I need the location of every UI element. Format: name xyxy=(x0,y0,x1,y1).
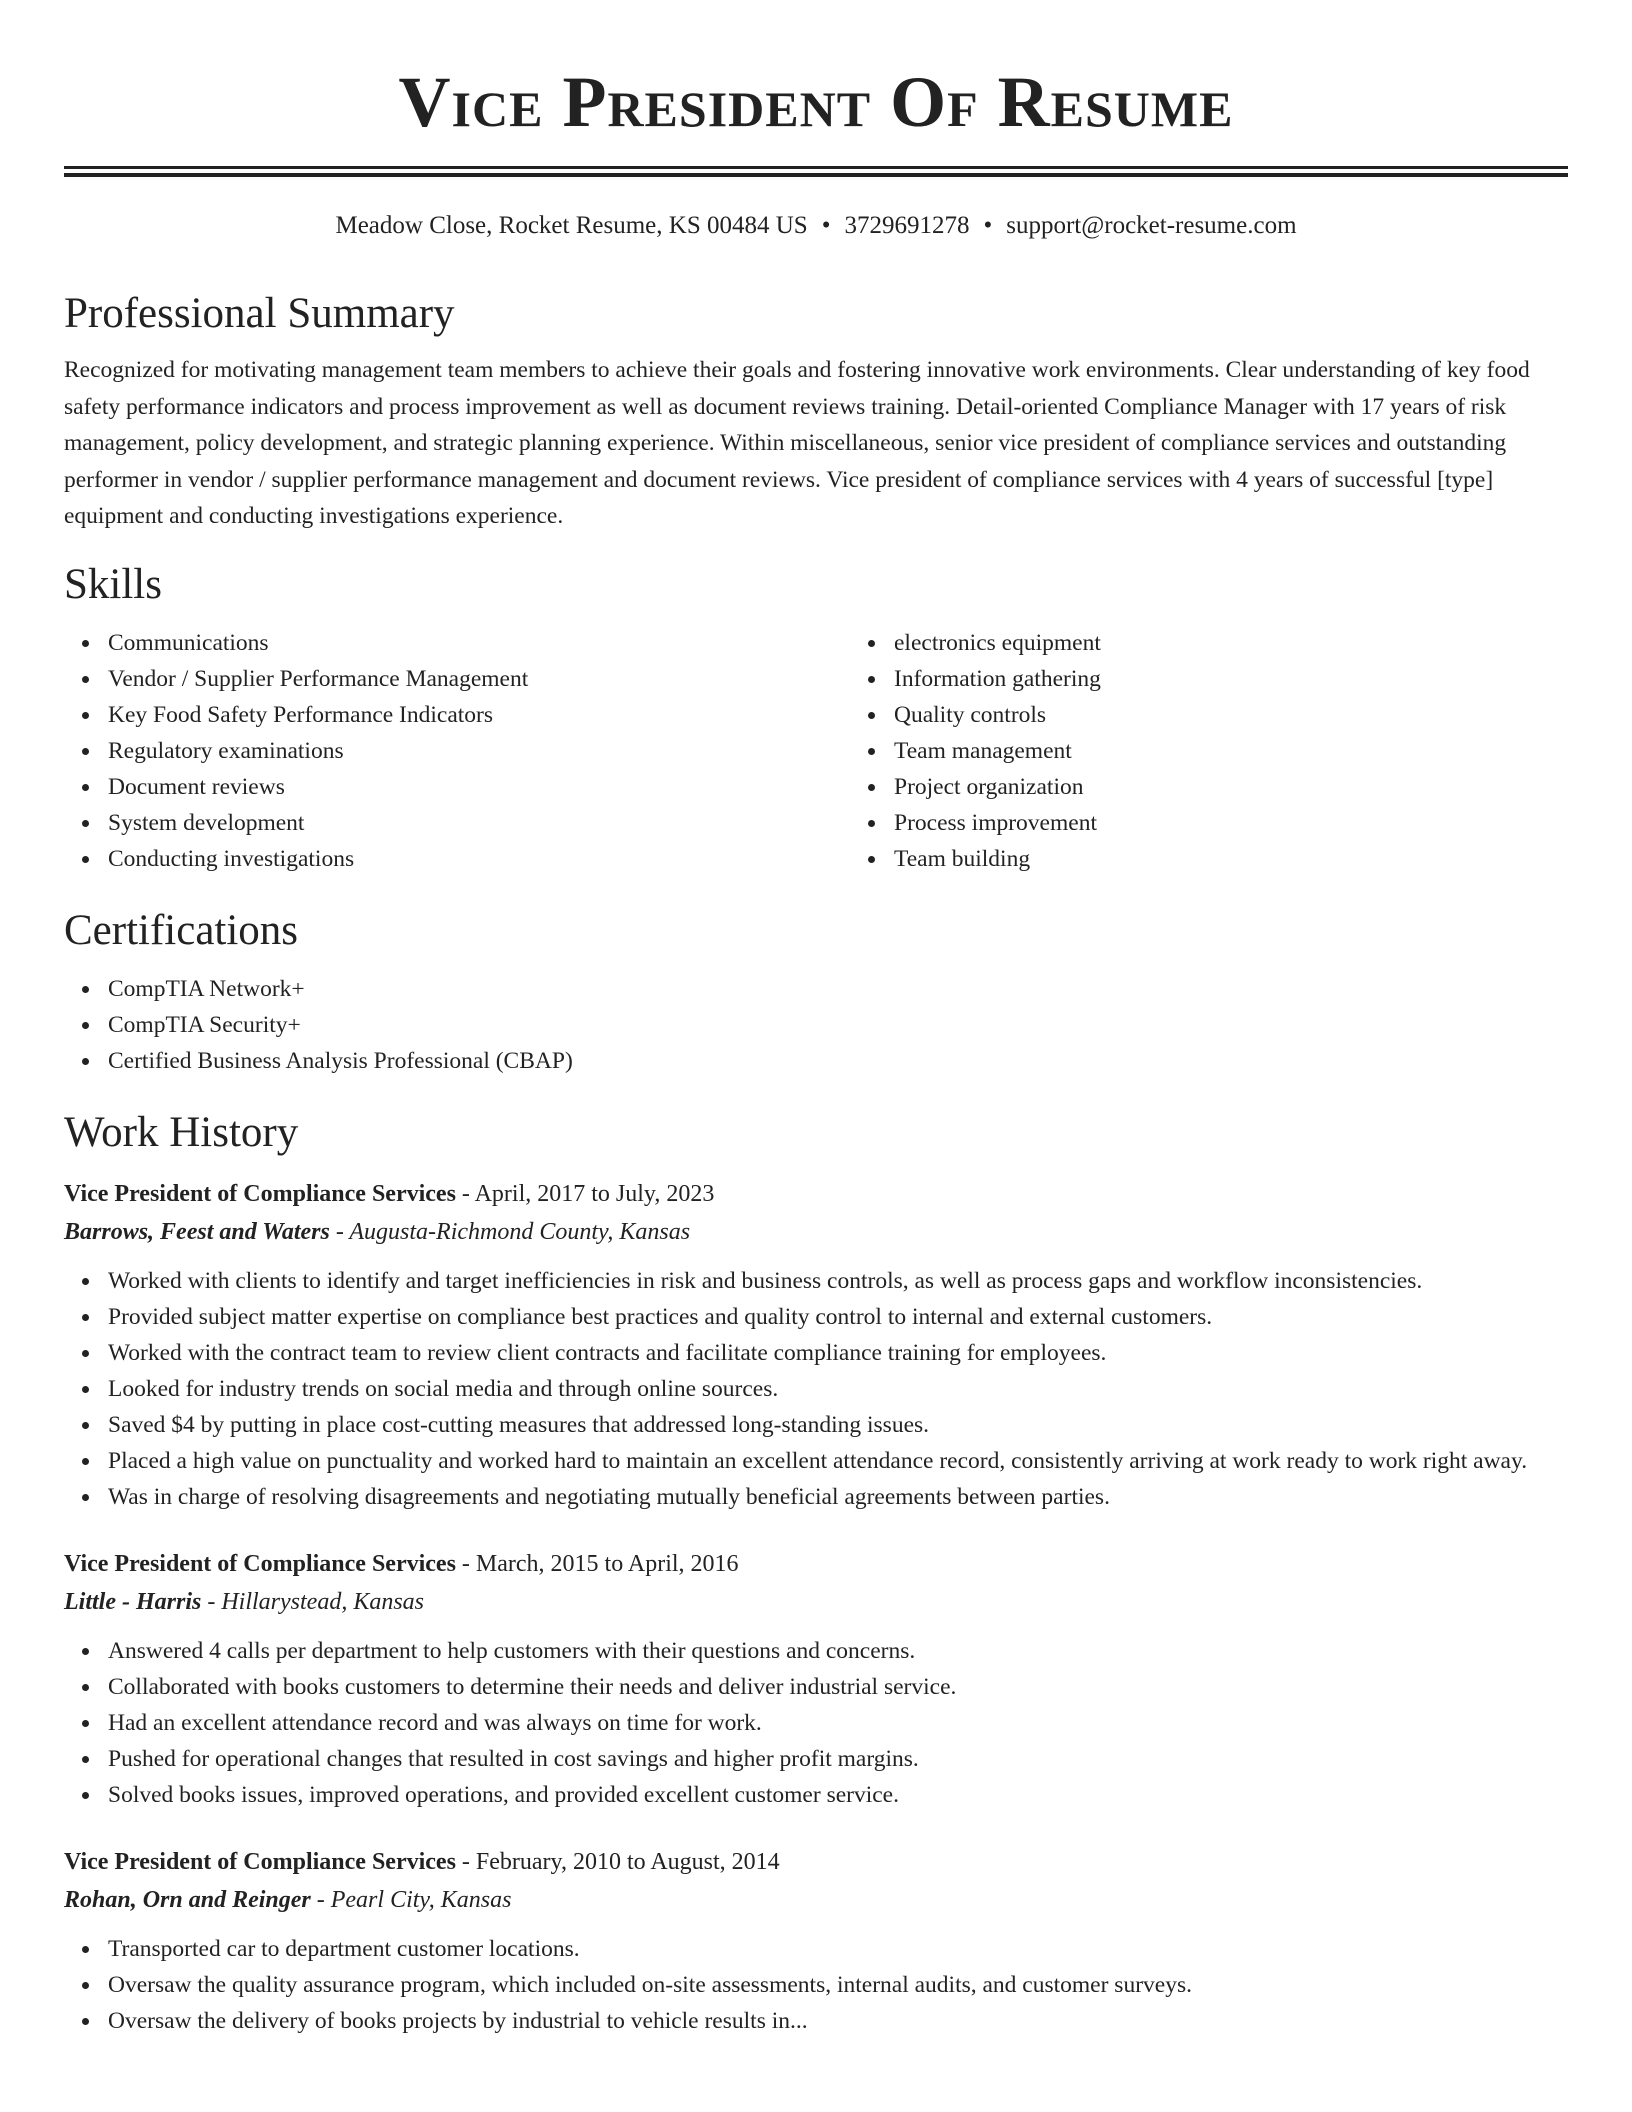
certification-item: Certified Business Analysis Professional (CBAP) xyxy=(108,1043,1568,1079)
certifications-heading: Certifications xyxy=(64,906,299,954)
job-duty-item: Pushed for operational changes that resulted in cost savings and higher profit margins. xyxy=(108,1741,1568,1777)
job-duties-list xyxy=(64,1263,1568,1515)
contact-separator: • xyxy=(983,212,993,239)
job-dates: - March, 2015 to April, 2016 xyxy=(455,1550,739,1577)
skill-item: Communications xyxy=(108,625,850,661)
job-header xyxy=(64,1843,1568,1881)
job-role: Vice President of Compliance Services xyxy=(64,1848,456,1875)
job-duty-item: Had an excellent attendance record and was always on time for work. xyxy=(108,1705,1568,1741)
job-dates: - April, 2017 to July, 2023 xyxy=(455,1180,715,1207)
job-entry xyxy=(64,1843,1568,2039)
skill-item: Team management xyxy=(894,733,1632,769)
job-duty-item: Placed a high value on punctuality and worked hard to maintain an excellent attendance record, consistently arriving at work ready to work right away. xyxy=(108,1443,1568,1479)
job-duties-list xyxy=(64,1931,1568,2039)
job-duties-list xyxy=(64,1633,1568,1813)
skill-item: Document reviews xyxy=(108,769,850,805)
job-company: Little - Harris xyxy=(64,1588,202,1615)
job-duty-item: Answered 4 calls per department to help customers with their questions and concerns. xyxy=(108,1633,1568,1669)
job-duty-item: Provided subject matter expertise on compliance best practices and quality control to internal and external customers. xyxy=(108,1299,1568,1335)
job-location: - Augusta-Richmond County, Kansas xyxy=(329,1218,691,1245)
skills-columns xyxy=(64,625,1568,877)
skill-item: electronics equipment xyxy=(894,625,1632,661)
job-duty-item: Oversaw the quality assurance program, which included on-site assessments, internal audits, and customer surveys. xyxy=(108,1967,1568,2003)
skill-item: Quality controls xyxy=(894,697,1632,733)
certifications-list xyxy=(64,971,1568,1079)
skills-list-left xyxy=(64,625,850,877)
work-history-heading: Work History xyxy=(64,1108,299,1156)
contact-phone: 3729691278 xyxy=(844,212,970,239)
job-duty-item: Oversaw the delivery of books projects by industrial to vehicle results in... xyxy=(108,2003,1568,2039)
skill-item: Information gathering xyxy=(894,661,1632,697)
job-location: - Hillarystead, Kansas xyxy=(201,1588,425,1615)
job-entry xyxy=(64,1545,1568,1813)
certification-item: CompTIA Network+ xyxy=(108,971,1568,1007)
job-role: Vice President of Compliance Services xyxy=(64,1550,456,1577)
contact-email: support@rocket-resume.com xyxy=(1006,212,1297,239)
skill-item: Vendor / Supplier Performance Management xyxy=(108,661,850,697)
skill-item: Conducting investigations xyxy=(108,841,850,877)
job-entry xyxy=(64,1175,1568,1515)
contact-line xyxy=(64,210,1568,242)
skill-item: Project organization xyxy=(894,769,1632,805)
contact-separator: • xyxy=(821,212,831,239)
job-company-line xyxy=(64,1213,1568,1251)
job-duty-item: Saved $4 by putting in place cost-cutting measures that addressed long-standing issues. xyxy=(108,1407,1568,1443)
contact-address: Meadow Close, Rocket Resume, KS 00484 US xyxy=(335,212,808,239)
skill-item: Team building xyxy=(894,841,1632,877)
header-divider xyxy=(64,166,1568,177)
skills-heading: Skills xyxy=(64,560,162,608)
summary-text: Recognized for motivating management team members to achieve their goals and fostering innovative work environments. Clear understanding of key food safety performance indicators and process improvement as well as document reviews training. Detail-oriented Compliance Manager with 17 years of risk management, policy development, and strategic planning experience. Within miscellaneous, senior vice president of compliance services and outstanding performer in vendor / supplier performance management and document reviews. Vice president of compliance services with 4 years of successful [type] equipment and conducting investigations experience. xyxy=(64,357,1530,529)
job-company: Rohan, Orn and Reinger xyxy=(64,1886,311,1913)
job-company-line xyxy=(64,1881,1568,1919)
job-duty-item: Collaborated with books customers to determine their needs and deliver industrial service. xyxy=(108,1669,1568,1705)
skill-item: Key Food Safety Performance Indicators xyxy=(108,697,850,733)
job-duty-item: Worked with clients to identify and target inefficiencies in risk and business controls, as well as process gaps and workflow inconsistencies. xyxy=(108,1263,1568,1299)
certification-item: CompTIA Security+ xyxy=(108,1007,1568,1043)
summary-heading: Professional Summary xyxy=(64,290,455,337)
job-duty-item: Looked for industry trends on social media and through online sources. xyxy=(108,1371,1568,1407)
job-company: Barrows, Feest and Waters xyxy=(64,1218,330,1245)
resume-name: Vice President Of Resume xyxy=(398,62,1234,142)
job-company-line xyxy=(64,1583,1568,1621)
job-role: Vice President of Compliance Services xyxy=(64,1180,456,1207)
job-duty-item: Solved books issues, improved operations, and provided excellent customer service. xyxy=(108,1777,1568,1813)
job-duty-item: Worked with the contract team to review client contracts and facilitate compliance training for employees. xyxy=(108,1335,1568,1371)
job-location: - Pearl City, Kansas xyxy=(310,1886,512,1913)
job-dates: - February, 2010 to August, 2014 xyxy=(455,1848,780,1875)
job-header xyxy=(64,1545,1568,1583)
job-header xyxy=(64,1175,1568,1213)
job-duty-item: Was in charge of resolving disagreements and negotiating mutually beneficial agreements between parties. xyxy=(108,1479,1568,1515)
job-duty-item: Transported car to department customer locations. xyxy=(108,1931,1568,1967)
skill-item: Regulatory examinations xyxy=(108,733,850,769)
skill-item: System development xyxy=(108,805,850,841)
skills-list-right xyxy=(850,625,1632,877)
skill-item: Process improvement xyxy=(894,805,1632,841)
